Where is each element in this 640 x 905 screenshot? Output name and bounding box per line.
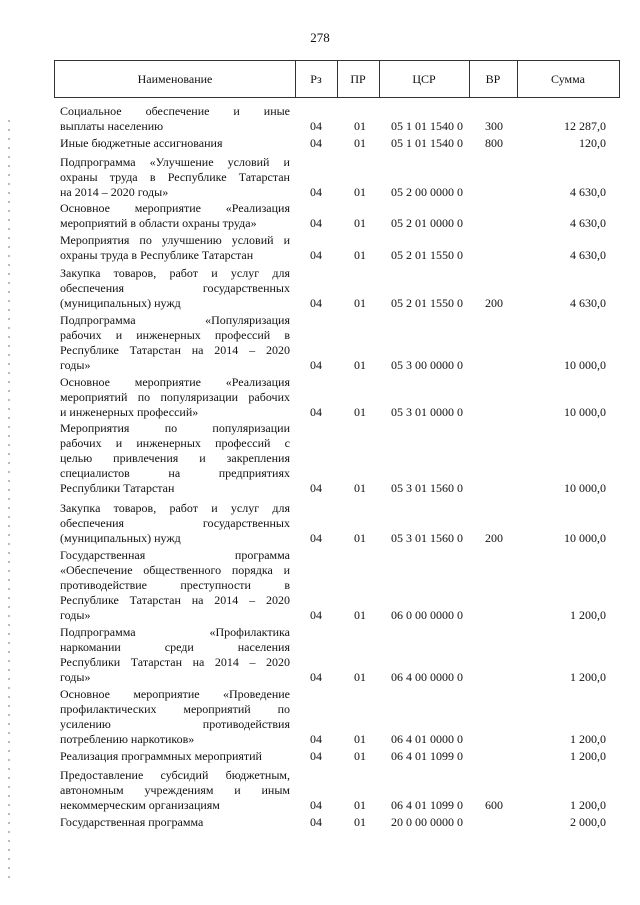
row-pr: 01 [354,749,366,763]
row-sum: 2 000,0 [570,815,606,829]
row-rz: 04 [310,405,322,419]
row-name-line: рабочих и инженерных профессий с [60,436,290,450]
row-name [60,201,290,231]
row-pr: 01 [354,608,366,622]
row-csr: 05 2 01 0000 0 [391,216,463,230]
row-name-line: Предоставление субсидий бюджетным, [60,768,290,782]
row-vr: 200 [485,296,503,310]
row-name [60,749,290,764]
row-name-line: и инженерных профессий» [60,405,199,419]
row-sum: 120,0 [579,136,606,150]
header-name: Наименование [137,72,213,86]
row-pr: 01 [354,815,366,829]
row-name-line: годы» [60,358,91,372]
row-pr: 01 [354,185,366,199]
row-pr: 01 [354,216,366,230]
row-name-line: Мероприятия по улучшению условий и [60,233,290,247]
row-name-line: «Обеспечение общественного порядка и [60,563,290,577]
row-rz: 04 [310,732,322,746]
row-sum: 10 000,0 [564,405,606,419]
row-pr: 01 [354,119,366,133]
header-csr: ЦСР [412,72,436,86]
row-pr: 01 [354,481,366,495]
row-name-line: Закупка товаров, работ и услуг для [60,501,290,515]
scan-margin-dots [8,120,10,880]
row-rz: 04 [310,670,322,684]
row-name-line: охраны труда в Республике Татарстан [60,248,254,262]
row-pr: 01 [354,798,366,812]
row-rz: 04 [310,749,322,763]
row-csr: 05 1 01 1540 0 [391,136,463,150]
row-name-line: (муниципальных) нужд [60,296,181,310]
row-rz: 04 [310,608,322,622]
row-rz: 04 [310,119,322,133]
row-pr: 01 [354,248,366,262]
row-name [60,548,290,623]
row-pr: 01 [354,670,366,684]
row-name [60,313,290,373]
row-pr: 01 [354,531,366,545]
row-name [60,501,290,546]
row-sum: 1 200,0 [570,670,606,684]
row-name-line: профилактических мероприятий по [60,702,290,716]
row-name [60,815,290,830]
row-csr: 06 4 01 1099 0 [391,798,463,812]
row-name [60,104,290,134]
row-name-line: Республике Татарстан на 2014 – 2020 [60,593,290,607]
row-name [60,625,290,685]
row-csr: 05 3 01 1560 0 [391,531,463,545]
row-csr: 06 4 01 1099 0 [391,749,463,763]
header-pr: ПР [350,72,366,86]
row-csr: 05 2 00 0000 0 [391,185,463,199]
row-name-line: охраны труда в Республике Татарстан [60,170,290,184]
row-name-line: Закупка товаров, работ и услуг для [60,266,290,280]
row-sum: 10 000,0 [564,531,606,545]
row-name-line: Основное мероприятие «Реализация [60,375,290,389]
row-rz: 04 [310,185,322,199]
row-pr: 01 [354,732,366,746]
row-name [60,687,290,747]
table-header [54,60,620,98]
row-name-line: Государственная программа [60,548,290,562]
row-name-line: выплаты населению [60,119,164,133]
row-name [60,136,290,151]
row-name-line: Иные бюджетные ассигнования [60,136,223,150]
row-name-line: Мероприятия по популяризации [60,421,290,435]
row-rz: 04 [310,481,322,495]
row-vr: 800 [485,136,503,150]
row-name-line: (муниципальных) нужд [60,531,181,545]
row-sum: 10 000,0 [564,358,606,372]
row-name-line: годы» [60,670,91,684]
row-vr: 300 [485,119,503,133]
row-name-line: рабочих и инженерных профессий в [60,328,290,342]
row-rz: 04 [310,531,322,545]
row-sum: 4 630,0 [570,216,606,230]
row-name-line: противодействие преступности в [60,578,290,592]
row-name-line: Социальное обеспечение и иные [60,104,290,118]
row-name-line: Подпрограмма «Улучшение условий и [60,155,290,169]
row-csr: 05 2 01 1550 0 [391,248,463,262]
row-sum: 10 000,0 [564,481,606,495]
row-pr: 01 [354,296,366,310]
row-name [60,266,290,311]
row-name-line: Основное мероприятие «Реализация [60,201,290,215]
row-name-line: целью привлечения и закрепления [60,451,290,465]
row-csr: 20 0 00 0000 0 [391,815,463,829]
row-vr: 200 [485,531,503,545]
header-rz: Рз [310,72,322,86]
row-name-line: мероприятий по популяризации рабочих [60,390,290,404]
row-rz: 04 [310,136,322,150]
row-name-line: на 2014 – 2020 годы» [60,185,169,199]
row-name [60,155,290,200]
row-name-line: мероприятий в области охраны труда» [60,216,257,230]
row-csr: 05 3 00 0000 0 [391,358,463,372]
row-name-line: обеспечения государственных [60,281,290,295]
page-number: 278 [310,30,330,45]
row-rz: 04 [310,248,322,262]
row-csr: 05 3 01 1560 0 [391,481,463,495]
row-name [60,233,290,263]
row-name-line: Реализация программных мероприятий [60,749,262,763]
row-name [60,375,290,420]
row-name-line: автономным учреждениям и иным [60,783,290,797]
row-csr: 05 2 01 1550 0 [391,296,463,310]
row-sum: 4 630,0 [570,296,606,310]
row-vr: 600 [485,798,503,812]
row-name-line: потреблению наркотиков» [60,732,195,746]
row-name-line: некоммерческим организациям [60,798,220,812]
row-csr: 06 4 00 0000 0 [391,670,463,684]
row-rz: 04 [310,798,322,812]
row-name-line: Государственная программа [60,815,204,829]
row-rz: 04 [310,358,322,372]
row-pr: 01 [354,358,366,372]
row-sum: 1 200,0 [570,798,606,812]
row-rz: 04 [310,815,322,829]
row-csr: 05 3 01 0000 0 [391,405,463,419]
row-name-line: годы» [60,608,91,622]
row-rz: 04 [310,216,322,230]
row-pr: 01 [354,405,366,419]
row-name-line: наркомании среди населения [60,640,290,654]
row-name-line: специалистов на предприятиях [60,466,290,480]
row-sum: 1 200,0 [570,732,606,746]
row-csr: 05 1 01 1540 0 [391,119,463,133]
row-pr: 01 [354,136,366,150]
row-sum: 1 200,0 [570,749,606,763]
row-name-line: Республике Татарстан на 2014 – 2020 [60,343,290,357]
row-sum: 4 630,0 [570,185,606,199]
row-name-line: усилению противодействия [60,717,290,731]
row-sum: 12 287,0 [564,119,606,133]
row-sum: 1 200,0 [570,608,606,622]
row-name-line: Республики Татарстан [60,481,175,495]
row-name-line: обеспечения государственных [60,516,290,530]
row-csr: 06 0 00 0000 0 [391,608,463,622]
header-vr: ВР [485,72,501,86]
row-name-line: Подпрограмма «Популяризация [60,313,290,327]
row-name [60,421,290,496]
row-name-line: Основное мероприятие «Проведение [60,687,290,701]
row-sum: 4 630,0 [570,248,606,262]
row-name-line: Республики Татарстан на 2014 – 2020 [60,655,290,669]
row-name [60,768,290,813]
row-name-line: Подпрограмма «Профилактика [60,625,290,639]
header-sum: Сумма [551,72,585,86]
row-rz: 04 [310,296,322,310]
row-csr: 06 4 01 0000 0 [391,732,463,746]
